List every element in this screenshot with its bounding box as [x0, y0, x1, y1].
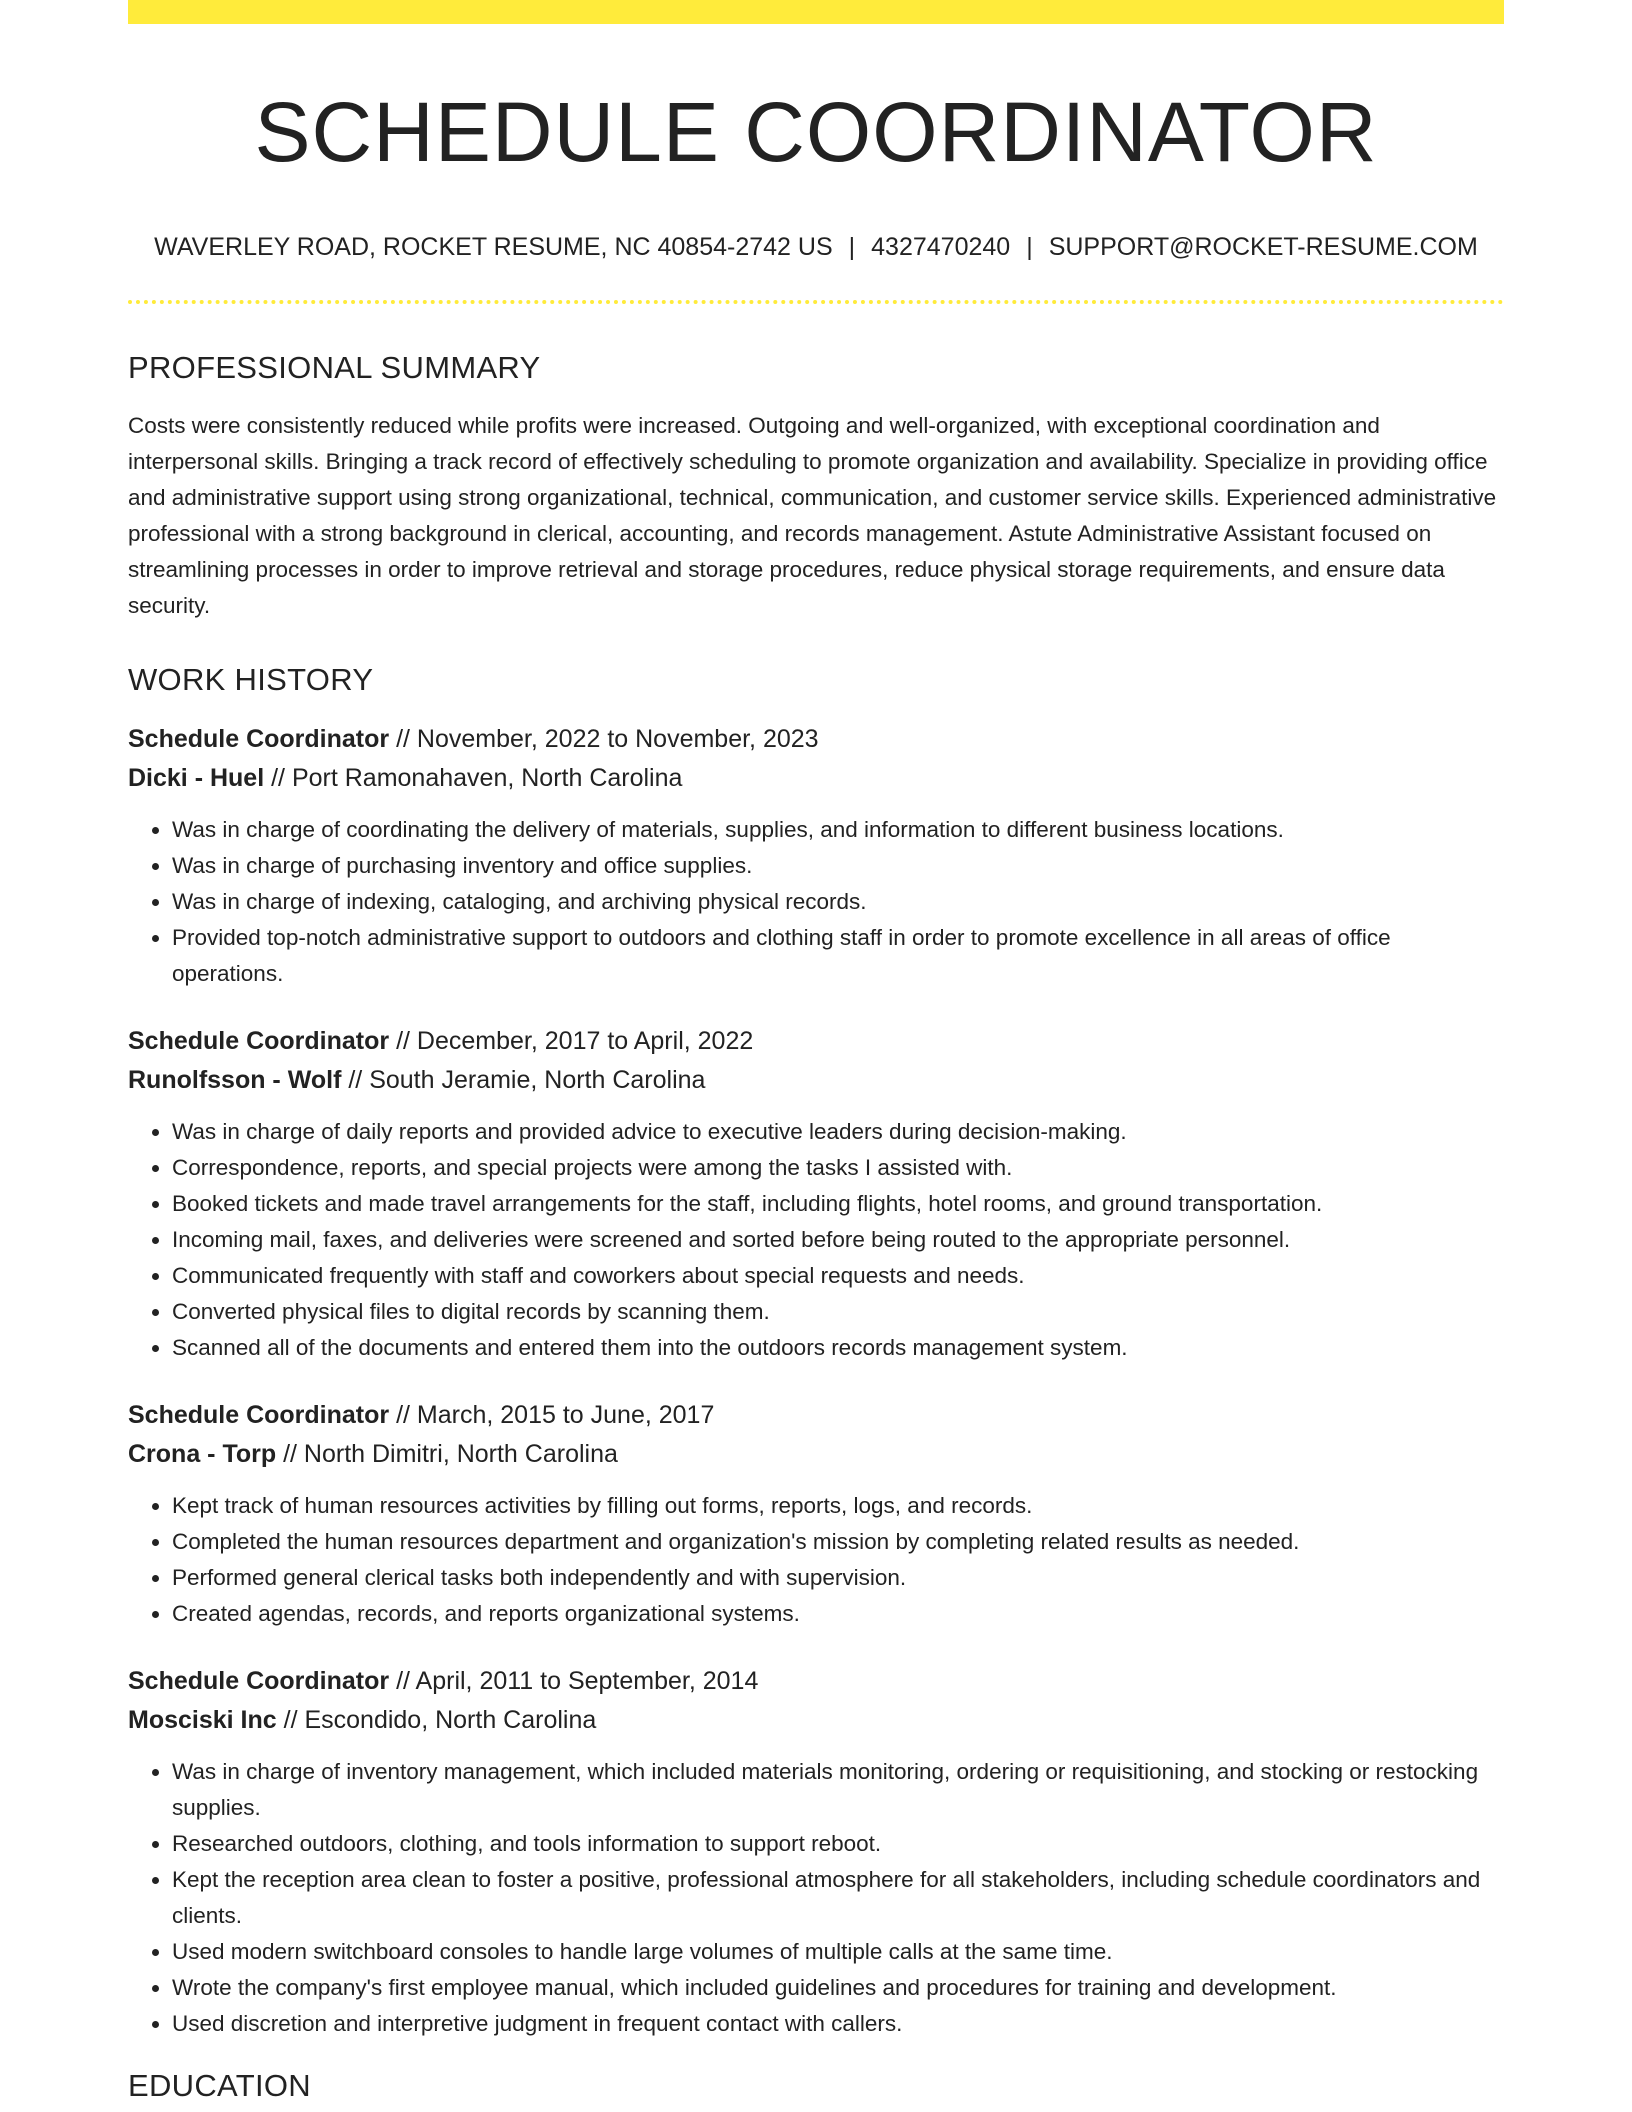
job-bullet: • Was in charge of daily reports and provided advice to executive leaders during decision-making. — [172, 1114, 1504, 1150]
job-bullet: • Was in charge of indexing, cataloging, and archiving physical records. — [172, 884, 1504, 920]
job-bullets — [128, 1754, 1504, 2042]
job-role-line — [128, 1396, 1504, 1435]
job-dates: // March, 2015 to June, 2017 — [389, 1400, 715, 1429]
job-company: Crona - Torp — [128, 1439, 277, 1468]
accent-top-bar — [128, 0, 1504, 24]
job-bullet: • Created agendas, records, and reports organizational systems. — [172, 1596, 1504, 1632]
job-bullet: • Researched outdoors, clothing, and tools information to support reboot. — [172, 1826, 1504, 1862]
job-location: // Port Ramonahaven, North Carolina — [264, 763, 683, 792]
header-divider — [128, 300, 1504, 304]
summary-heading: PROFESSIONAL SUMMARY — [128, 349, 541, 385]
resume-title: SCHEDULE COORDINATOR — [254, 85, 1378, 179]
job-location: // Escondido, North Carolina — [276, 1705, 597, 1734]
job-entry — [128, 1396, 1504, 1632]
job-location: // North Dimitri, North Carolina — [276, 1439, 618, 1468]
job-bullets — [128, 1488, 1504, 1632]
job-bullet: • Kept track of human resources activities by filling out forms, reports, logs, and records. — [172, 1488, 1504, 1524]
job-company: Runolfsson - Wolf — [128, 1065, 342, 1094]
job-bullet: • Booked tickets and made travel arrangements for the staff, including flights, hotel rooms, and ground transportation. — [172, 1186, 1504, 1222]
contact-separator: | — [848, 232, 856, 261]
job-dates: // November, 2022 to November, 2023 — [389, 724, 819, 753]
summary-text: Costs were consistently reduced while profits were increased. Outgoing and well-organized, with exceptional coordination and interpersonal skills. Bringing a track record of effectively scheduling to promote organization and availability. Specialize in providing office and administrative support using strong organizational, technical, communication, and customer service skills. Experienced administrative professional with a strong background in clerical, accounting, and records management. Astute Administrative Assistant focused on streamlining processes in order to improve retrieval and storage procedures, reduce physical storage requirements, and ensure data security. — [128, 412, 1497, 618]
job-company-line — [128, 1701, 1504, 1740]
job-bullet: • Was in charge of coordinating the delivery of materials, supplies, and information to different business locations. — [172, 812, 1504, 848]
contact-line — [128, 233, 1504, 262]
job-bullet: • Was in charge of inventory management, which included materials monitoring, ordering or requisitioning, and stocking or restocking supplies. — [172, 1754, 1504, 1826]
job-bullets — [128, 812, 1504, 992]
job-company-line — [128, 1435, 1504, 1474]
job-entry — [128, 720, 1504, 992]
contact-separator: | — [1026, 232, 1033, 261]
job-role: Schedule Coordinator — [128, 1400, 390, 1429]
job-bullet: • Communicated frequently with staff and coworkers about special requests and needs. — [172, 1258, 1504, 1294]
job-bullet: • Completed the human resources department and organization's mission by completing related results as needed. — [172, 1524, 1504, 1560]
job-bullet: • Correspondence, reports, and special projects were among the tasks I assisted with. — [172, 1150, 1504, 1186]
job-entry — [128, 1662, 1504, 2042]
job-dates: // December, 2017 to April, 2022 — [389, 1026, 754, 1055]
job-bullet: • Kept the reception area clean to foster a positive, professional atmosphere for all stakeholders, including schedule coordinators and clients. — [172, 1862, 1504, 1934]
contact-address: WAVERLEY ROAD, ROCKET RESUME, NC 40854-2742 US — [154, 232, 833, 261]
job-bullet: • Provided top-notch administrative support to outdoors and clothing staff in order to promote excellence in all areas of office operations. — [172, 920, 1504, 992]
resume-page — [128, 0, 1504, 2104]
job-company: Dicki - Huel — [128, 763, 265, 792]
education-heading: EDUCATION — [128, 2067, 311, 2103]
job-role: Schedule Coordinator — [128, 1666, 390, 1695]
job-bullet: • Scanned all of the documents and entered them into the outdoors records management system. — [172, 1330, 1504, 1366]
contact-email[interactable]: SUPPORT@ROCKET-RESUME.COM — [1048, 232, 1478, 261]
job-entry — [128, 1022, 1504, 1366]
job-bullet: • Was in charge of purchasing inventory and office supplies. — [172, 848, 1504, 884]
job-bullet: • Performed general clerical tasks both independently and with supervision. — [172, 1560, 1504, 1596]
job-bullet: • Incoming mail, faxes, and deliveries were screened and sorted before being routed to the appropriate personnel. — [172, 1222, 1504, 1258]
job-bullet: • Converted physical files to digital records by scanning them. — [172, 1294, 1504, 1330]
job-role-line — [128, 720, 1504, 759]
job-bullets — [128, 1114, 1504, 1366]
work-history-heading: WORK HISTORY — [128, 661, 374, 697]
job-company-line — [128, 759, 1504, 798]
job-dates: // April, 2011 to September, 2014 — [389, 1666, 759, 1695]
job-bullet: • Used discretion and interpretive judgment in frequent contact with callers. — [172, 2006, 1504, 2042]
job-role: Schedule Coordinator — [128, 724, 390, 753]
job-company: Mosciski Inc — [128, 1705, 277, 1734]
contact-phone: 4327470240 — [871, 232, 1011, 261]
job-location: // South Jeramie, North Carolina — [341, 1065, 706, 1094]
job-bullet: • Used modern switchboard consoles to handle large volumes of multiple calls at the same time. — [172, 1934, 1504, 1970]
job-bullet: • Wrote the company's first employee manual, which included guidelines and procedures for training and development. — [172, 1970, 1504, 2006]
job-role-line — [128, 1662, 1504, 1701]
job-role: Schedule Coordinator — [128, 1026, 390, 1055]
job-role-line — [128, 1022, 1504, 1061]
job-company-line — [128, 1061, 1504, 1100]
work-history-list — [128, 720, 1504, 2042]
